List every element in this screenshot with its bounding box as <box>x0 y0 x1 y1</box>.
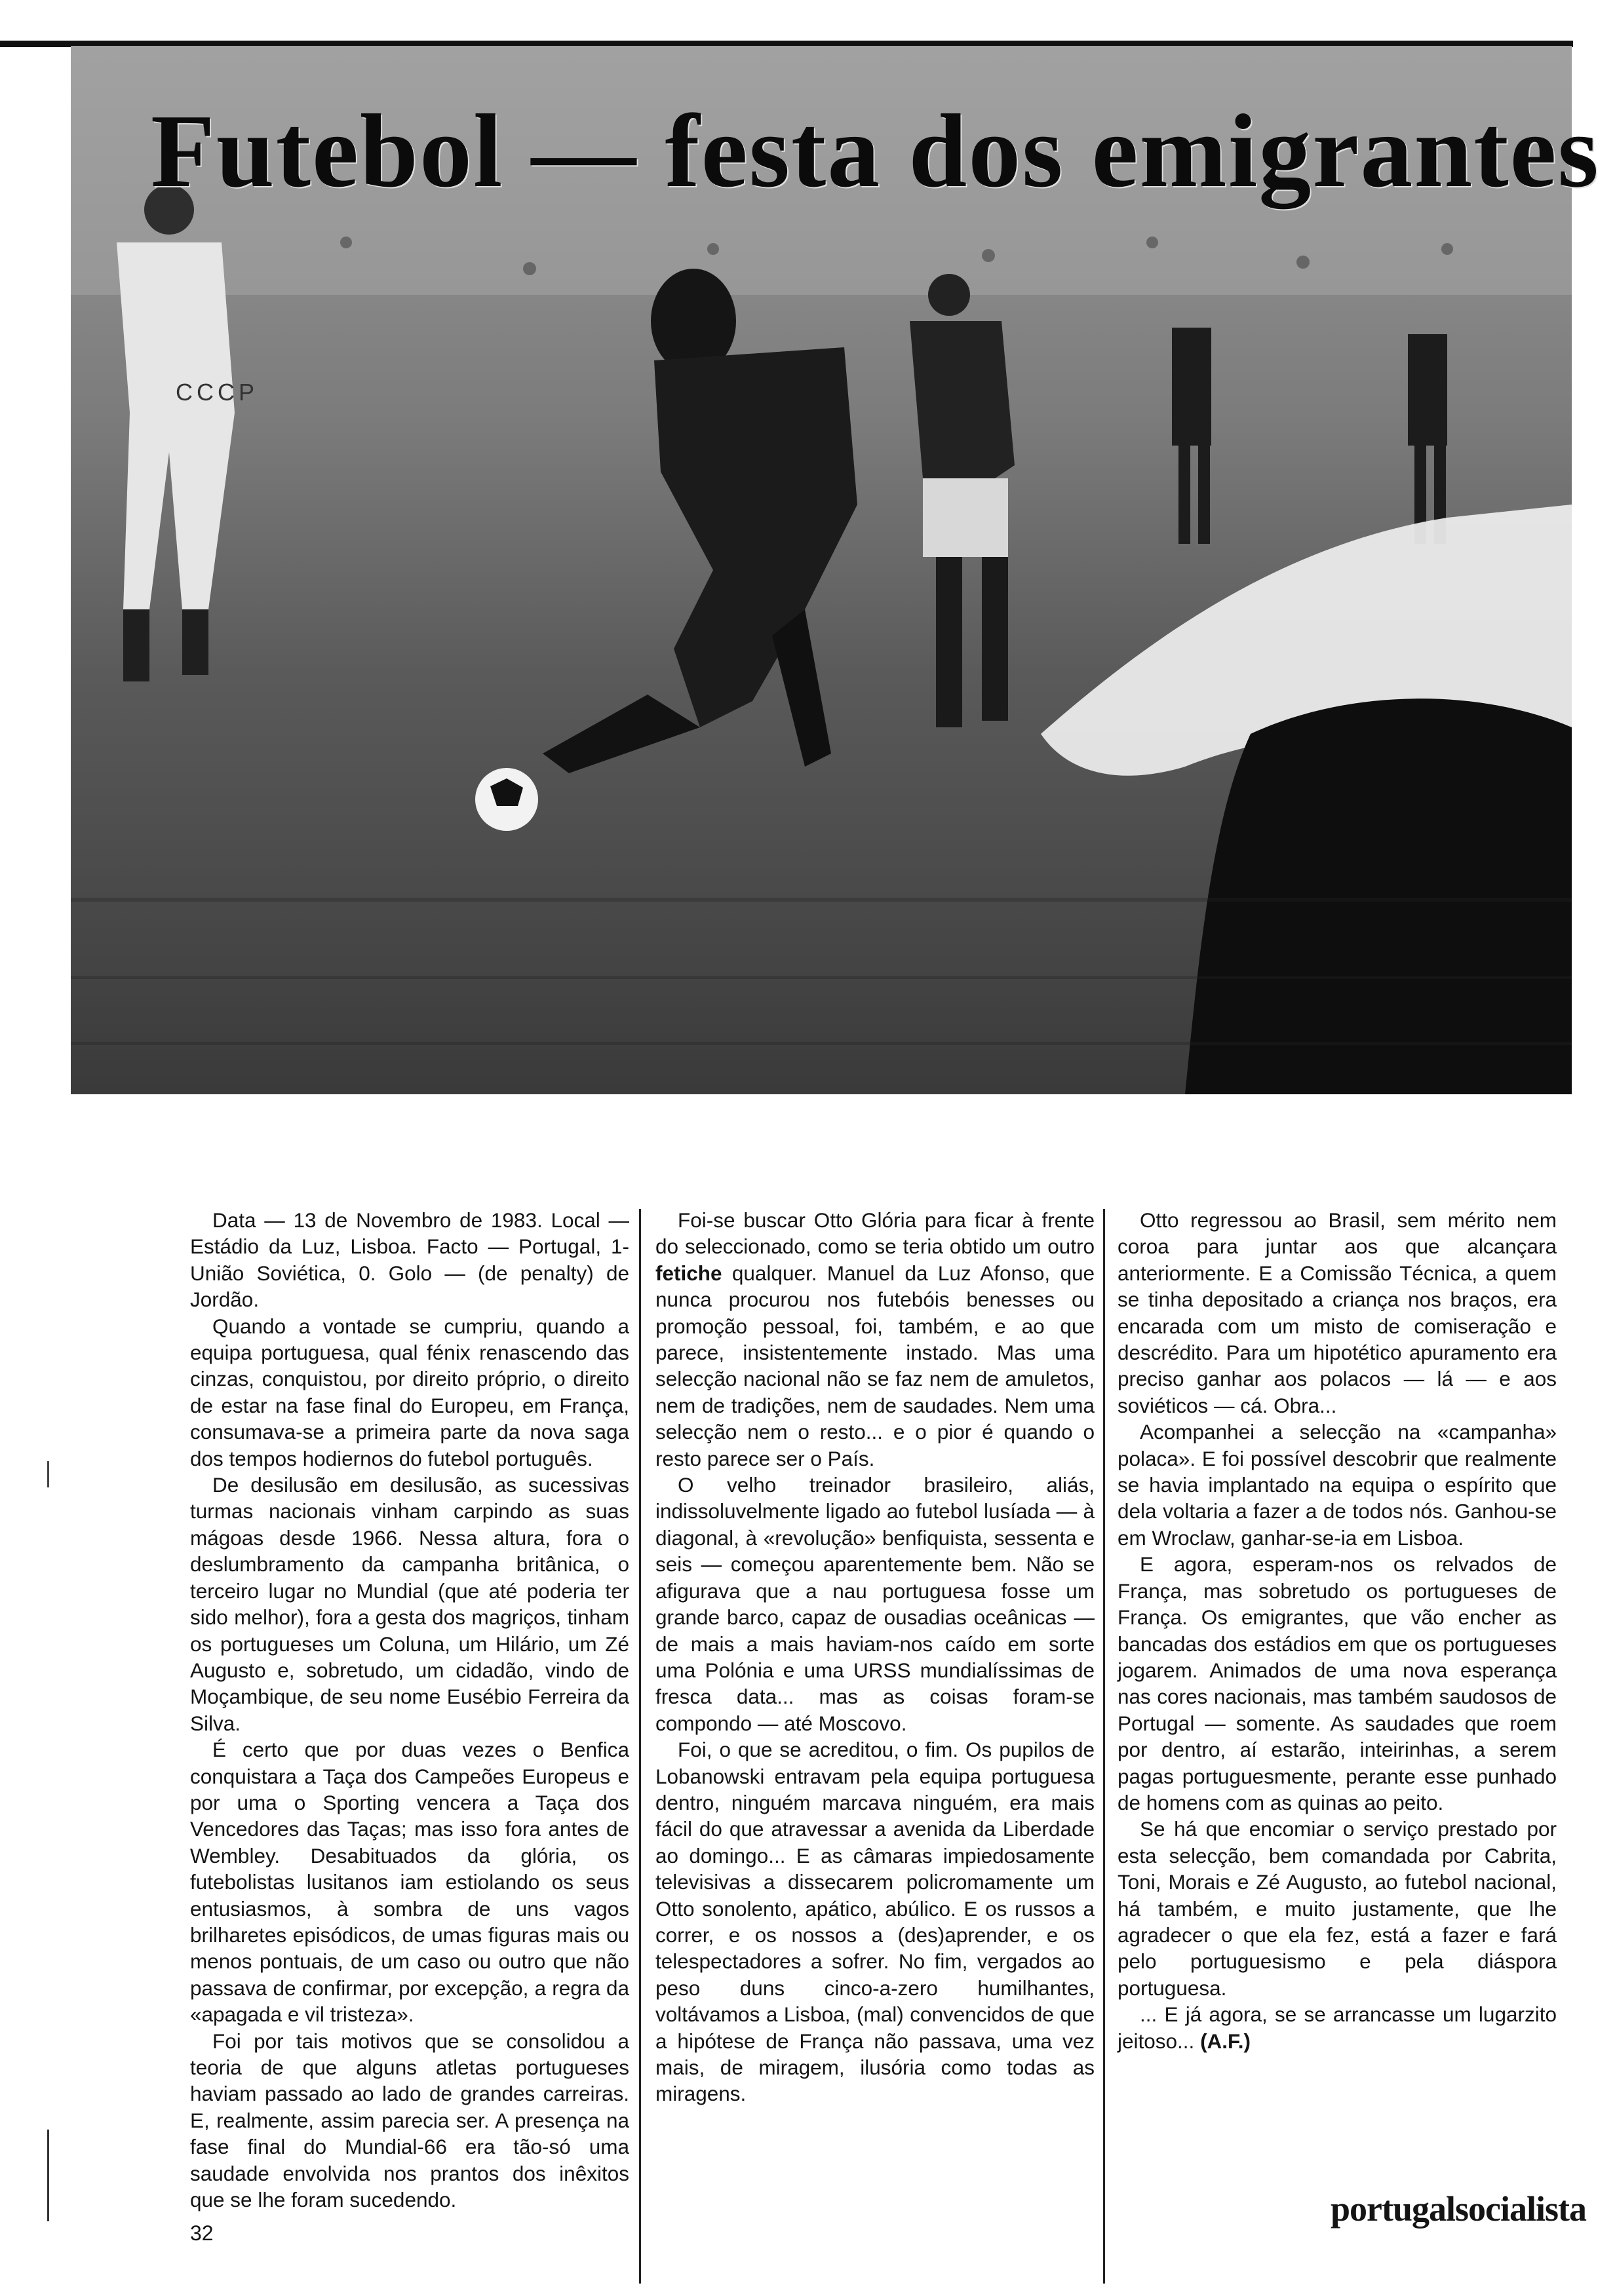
bold-word: fetiche <box>655 1261 722 1285</box>
paragraph: Foi, o que se acreditou, o fim. Os pupilos de Lobanowski entravam pela equipa portuguesa dentro, ninguém marcava ninguém, era mais fácil do que atravessar a avenida da Liberdade ao domingo... E as câmaras impiedosamente televisivas a dissecarem policromamente um Otto sonolento, apático, abúlico. E os russos a correr, e os nossos a (des)aprender, e os telespectadores a sofrer. No fim, vergados ao peso duns cinco-a-zero humilhantes, voltávamos a Lisboa, (mal) convencidos de que a hipótese de França não passava, uma vez mais, de miragem, ilusória como todas as miragens. <box>655 1738 1095 2106</box>
column-rule <box>1103 1209 1105 2284</box>
paragraph-end: qualquer. Manuel da Luz Afonso, que nunca procurou nos futebóis benesses ou promoção pessoal, foi, também, e ao que parece, insistentemente instado. Mas uma selecção nacional não se faz nem de amuletos, nem de tradições, nem de saudades. Nem uma selecção nem o resto... e o pior é quando o resto parece ser o País. <box>655 1261 1095 1470</box>
paragraph: É certo que por duas vezes o Benfica conquistara a Taça dos Campeões Europeus e por uma o Sporting vencera a Taça dos Vencedores das Taças; mas isso fora antes de Wembley. Desabituados da glória, os futebolistas lusitanos iam estiolando os seus entusiasmos, à sombra de uns vagos brilharetes episódicos, de umas figuras mais ou menos pontuais, de um caso ou outro que não passava de confirmar, por excepção, a regra da «apagada e vil tristeza». <box>190 1738 629 2027</box>
headline: Futebol — festa dos emigrantes <box>151 92 1600 209</box>
column-1 <box>190 1207 629 2213</box>
page-number: 32 <box>190 2221 214 2245</box>
signature: (A.F.) <box>1200 2029 1251 2053</box>
paragraph: Data — 13 de Novembro de 1983. Local — Estádio da Luz, Lisboa. Facto — Portugal, 1-União Soviética, 0. Golo — (de penalty) de Jordão. <box>190 1208 629 1312</box>
column-3 <box>1118 1207 1557 2054</box>
paragraph: Foi por tais motivos que se consolidou a teoria de que alguns atletas portugueses haviam passado ao lado de grandes carreiras. E, realmente, assim parecia ser. A presença na fase final do Mundial-66 era tão-só uma saudade envolvida nos prantos dos inêxitos que se lhe foram sucedendo. <box>190 2029 629 2212</box>
paragraph: Quando a vontade se cumpriu, quando a equipa portuguesa, qual fénix renascendo das cinzas, conquistou, por direito próprio, o direito de estar na fase final do Europeu, em França, consumava-se a primeira parte da nova saga dos tempos hodiernos do futebol português. <box>190 1314 629 1470</box>
paragraph: E agora, esperam-nos os relvados de França, mas sobretudo os portugueses de França. Os emigrantes, que vão encher as bancadas dos estádios em que os portugueses jogarem. Animados de uma nova esperança nas cores nacionais, mas também saudosos de Portugal — somente. As saudades que roem por dentro, aí estarão, inteirinhas, a serem pagas portuguesmente, perante esse punhado de homens com as quinas ao peito. <box>1118 1552 1557 1814</box>
paragraph: O velho treinador brasileiro, aliás, indissoluvelmente ligado ao futebol lusíada — à diagonal, à «revolução» benfiquista, sessenta e seis — começou aparentemente bem. Não se afigurava que a nau portuguesa fosse um grande barco, capaz de ousadias oceânicas — de mais a mais haviam-nos caído em sorte uma Polónia e uma URSS mundialíssimas de fresca data... mas as coisas foram-se compondo — até Moscovo. <box>655 1473 1095 1735</box>
paragraph <box>1118 2001 1557 2054</box>
cccp-shirt-text: CCCP <box>176 379 259 406</box>
margin-mark <box>47 1461 49 1487</box>
closing-text: ... E já agora, se se arrancasse um lugarzito jeitoso... <box>1118 2002 1557 2053</box>
paragraph: Acompanhei a selecção na «campanha» polaca». E foi possível descobrir que realmente se havia implantado na equipa o espírito que dela voltaria a fazer a de todos nós. Ganhou-se em Wroclaw, ganhar-se-ia em Lisboa. <box>1118 1420 1557 1550</box>
paragraph: De desilusão em desilusão, as sucessivas turmas nacionais vinham carpindo as suas mágoas desde 1966. Nessa altura, fora o deslumbramento da campanha britânica, o terceiro lugar no Mundial (que até poderia ter sido melhor), fora a gesta dos magriços, tinham os portugueses um Coluna, um Hilário, um Zé Augusto e, sobretudo, um cidadão, vindo de Moçambique, de seu nome Eusébio Ferreira da Silva. <box>190 1473 629 1735</box>
column-2 <box>655 1207 1095 2107</box>
paragraph-start: Foi-se buscar Otto Glória para ficar à frente do seleccionado, como se teria obtido um outro <box>655 1208 1095 1259</box>
column-rule <box>639 1209 641 2284</box>
paragraph: Otto regressou ao Brasil, sem mérito nem coroa para juntar aos que alcançara anteriormente. E a Comissão Técnica, a quem se tinha depositado a criança nos braços, era encarada com um misto de comiseração e descrédito. Para um hipotético apuramento era preciso ganhar aos polacos — lá — e aos soviéticos — cá. Obra... <box>1118 1208 1557 1417</box>
football-ball <box>475 768 538 831</box>
publication-logo: portugalsocialista <box>1331 2189 1587 2229</box>
paragraph <box>655 1207 1095 1472</box>
margin-mark <box>47 2130 49 2221</box>
paragraph: Se há que encomiar o serviço prestado por esta selecção, bem comandada por Cabrita, Toni, Morais e Zé Augusto, ao futebol nacional, há também, e muito justamente, que lhe agradecer o que ela fez, está a fazer e fará pelo portuguesismo e pela diáspora portuguesa. <box>1118 1817 1557 2000</box>
